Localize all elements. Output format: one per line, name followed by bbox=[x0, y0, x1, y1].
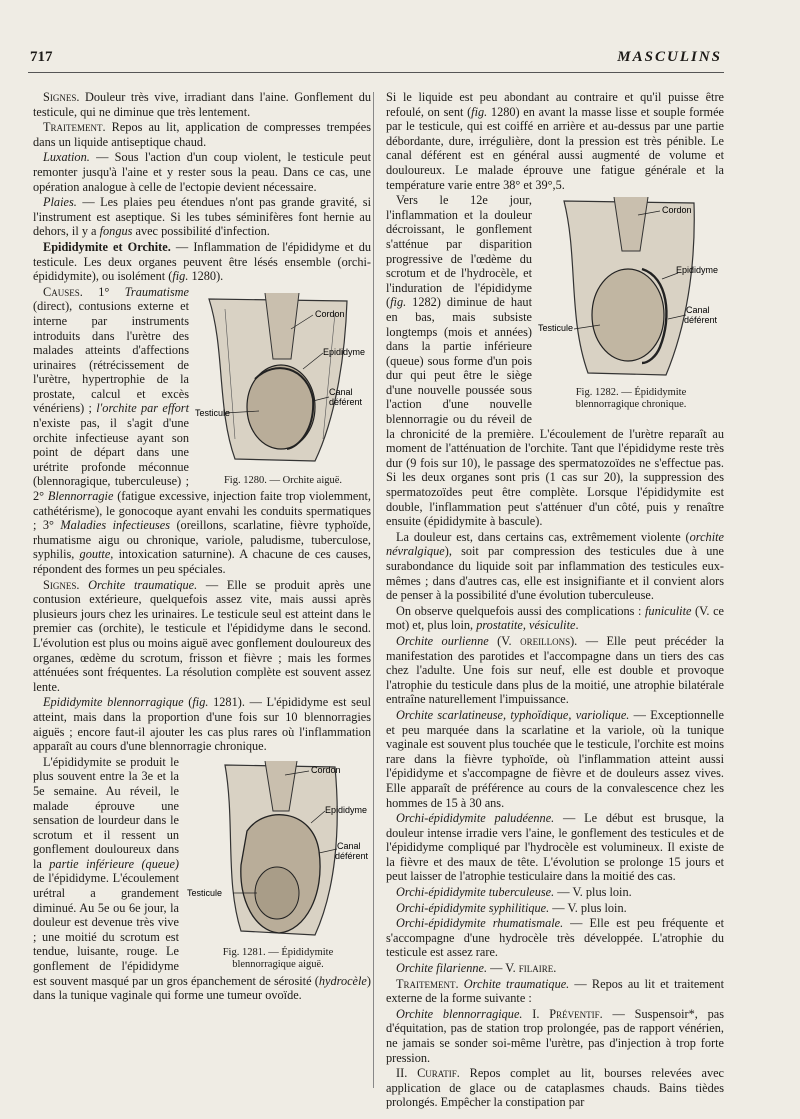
label-deferent: déférent bbox=[329, 396, 363, 407]
paragraph: Vers le 12e jour, l'inflammation et la douleur décroissant, le gonflement s'atténue par disparition progressive de l'œdème du scrotum et de l'hydrocèle, et l'induration de l'épididyme (fig. 1282) diminue de haut en bas, mais subsiste longtemps (mois et années) dans la partie inférieure (queue) sous forme d'un pois dur qui peut être le siège d'une nouvelle poussée sous l'action d'une nouvelle blennorragie ou du réveil de la chronicité de la première. L'écoulement de l'urètre reparaît au moment de l'atténuation de l'orchite. Tant que l'épididyme reste très dur (9 fois sur 10), le passage des spermatozoïdes ne s'effectue pas. Si les deux organes sont pris (1 cas sur 20), la suppression des spermatozoïdes peut être complète. Lorsque l'épididymite est double, l'inflammation peut s'atténuer d'un côté, puis y renaître ensuite (épididymite à bascule). bbox=[386, 193, 724, 529]
paragraph: L'épididymite se produit le plus souvent entre la 3e et la 5e semaine. Au réveil, le malade éprouve une sensation de lourdeur dans le scrotum et il ressent un gonflement douloureux dans la partie inférieure (queue) de l'épididyme. L'écoulement urétral a grandement diminué. Au 5e ou 6e jour, la douleur est devenue très vive ; une moitié du scrotum est tendue, luisante, rouge. Le gonflement de l'épididyme est souvent masqué par un gros épanchement de sérosité (hydrocèle) dans la tunique vaginale qui forme une tumeur ovoïde. bbox=[33, 754, 371, 1003]
left-column bbox=[33, 90, 371, 1004]
paragraph: Orchi-épididymite rhumatismale. — Elle est peu fréquente et s'accompagne d'une hydrocèle très développée. L'atrophie du testicule est assez rare. bbox=[386, 916, 724, 960]
figure-caption: Fig. 1280. — Orchite aiguë. bbox=[223, 474, 343, 486]
label-epididyme: Epididyme bbox=[323, 346, 366, 357]
label-deferent: déférent bbox=[684, 315, 718, 326]
figure-caption: Fig. 1282. — Épididymite blennorragique chronique. bbox=[575, 387, 687, 411]
label-canal: Canal bbox=[329, 386, 353, 397]
label-canal: Canal bbox=[337, 840, 361, 851]
paragraph: Orchi-épididymite paludéenne. — Le début est brusque, la douleur intense irradie vers l'aine, le gonflement des testicules et de l'épididyme compliqué par l'hydrocèle est volumineux. Il existe de la fièvre et des maux de tête. L'évolution se prolonge 15 jours et peut laisser de l'atrophie testiculaire dans la moitié des cas. bbox=[386, 811, 724, 884]
running-head: MASCULINS bbox=[617, 49, 722, 65]
paragraph: II. Curatif. Repos complet au lit, bourses relevées avec application de glace ou de cataplasmes chauds. Bains tièdes prolongés. Empêcher la constipation par bbox=[386, 1066, 725, 1110]
label-cordon: Cordon bbox=[315, 308, 345, 319]
figure-1280 bbox=[195, 289, 371, 487]
paragraph: Orchite scarlatineuse, typhoïdique, variolique. — Exceptionnelle et peu marquée dans la scarlatine et la variole, où la tunique vaginale est souvent plus touchée que le testicule, l'orchite est moins rare dans la fièvre typhoïde, où l'inflammation atteint aussi l'épididyme et s'accompagne de fièvre et de douleurs assez vives. Elle apparaît de préférence au cours de la convalescence chez les hommes de 15 à 30 ans. bbox=[386, 707, 724, 810]
paragraph: Epididymite blennorragique (fig. 1281). — L'épididyme est seul atteint, mais dans la proportion d'une fois sur 10 blennorragies aiguës ; encore faut-il ajouter les cas plus rares où l'inflammation apparaît au cours d'une blennorragie chronique. bbox=[33, 695, 371, 754]
paragraph: Signes. Orchite traumatique. — Elle se produit après une contusion extérieure, quelquefois assez vite, mais aussi après plusieurs jours chez les urinaires. Le testicule seul est atteint dans le premier cas (orchite), le testicule et l'épididyme dans le second. L'évolution est plus ou moins aiguë avec gonflement douloureux des organes, œdème du scrotum, frisson et fièvre ; mais les formes atténuées sont fréquentes. La résolution complète est souvent assez lente. bbox=[33, 577, 371, 694]
paragraph: Traitement. Orchite traumatique. — Repos au lit et traitement externe de la forme suivante : bbox=[386, 976, 724, 1006]
paragraph: Orchi-épididymite syphilitique. — V. plus loin. bbox=[396, 900, 627, 915]
label-epididyme: Epididyme bbox=[325, 804, 368, 815]
epididymite-chronique-illustration bbox=[538, 197, 724, 387]
label-testicule: Testicule bbox=[195, 407, 231, 418]
label-canal: Canal bbox=[686, 305, 710, 316]
paragraph: Si le liquide est peu abondant au contraire et qu'il puisse être refoulé, on sent (fig. 1280) en avant la masse lisse et souple formée par le testicule, qui est coiffé en arrière et au-dessus par une partie débordante, dure, irrégulière, dont la pression est très pénible. Le canal déférent est en général aussi augmenté de volume et douloureux. Le malade éprouve une fatigue générale et la température varie entre 38° et 39°,5. bbox=[386, 90, 724, 192]
right-column bbox=[386, 90, 724, 1111]
figure-1281 bbox=[185, 761, 371, 971]
section-heading-paragraph: Epididymite et Orchite. — Inflammation de l'épididyme et du testicule. Les deux organes peuvent être lésés ensemble (orchi-épididymite), ou isolément (fig. 1280). bbox=[33, 239, 371, 284]
column-divider bbox=[373, 92, 374, 1088]
page-number: 717 bbox=[30, 49, 53, 65]
paragraph: Orchite blennorragique. I. Préventif. — Suspensoir*, pas d'équitation, pas de station trop prolongée, pas de rapport vénérien, ne jamais se sonder soi-même l'urètre, pas d'injection à trop forte pression. bbox=[386, 1006, 724, 1065]
label-epididyme: Epididyme bbox=[676, 265, 719, 276]
label-cordon: Cordon bbox=[311, 764, 341, 775]
paragraph: Orchite filarienne. — V. filaire. bbox=[396, 961, 557, 976]
header-rule bbox=[28, 72, 724, 73]
epididymite-aigue-illustration bbox=[185, 761, 371, 947]
paragraph: Luxation. — Sous l'action d'un coup violent, le testicule peut remonter jusqu'à l'aine et y rester sous la peau. Dans ce cas, une opération analogue à celle de l'ectopie devient nécessaire. bbox=[33, 150, 371, 194]
paragraph: Plaies. — Les plaies peu étendues n'ont pas grande gravité, si l'instrument est aseptique. Si les tubes séminifères font hernie au dehors, il y a fongus avec possibilité d'infection. bbox=[33, 195, 371, 239]
label-cordon: Cordon bbox=[662, 205, 692, 216]
label-testicule: Testicule bbox=[538, 323, 574, 334]
figure-caption: Fig. 1281. — Épididymite blennorragique aiguë. bbox=[222, 946, 334, 970]
label-deferent: déférent bbox=[335, 850, 369, 861]
paragraph: Orchi-épididymite tuberculeuse. — V. plus loin. bbox=[396, 885, 632, 900]
figure-1282 bbox=[538, 197, 724, 411]
orchite-aigue-illustration bbox=[195, 289, 371, 475]
paragraph: Traitement. Repos au lit, application de compresses trempées dans un liquide antiseptique chaud. bbox=[33, 120, 371, 149]
paragraph: Orchite ourlienne (V. oreillons). — Elle peut précéder la manifestation des parotides et l'accompagne dans un tiers des cas chez l'adulte. Une fois sur neuf, elle est double et provoque l'atrophie du testicule dans plus de la moitié, une atrophie bilatérale entraîne naturellement l'impuissance. bbox=[386, 633, 724, 707]
paragraph: On observe quelquefois aussi des complications : funiculite (V. ce mot) et, plus loin, prostatite, vésiculite. bbox=[386, 603, 724, 633]
paragraph: Signes. Douleur très vive, irradiant dans l'aine. Gonflement du testicule, qui ne diminue que très lentement. bbox=[33, 90, 371, 119]
paragraph: Causes. 1° Traumatisme (direct), contusions externe et interne par instruments introduits dans l'urètre des malades atteints d'affections urinaires (rétrécissement de l'urètre, hypertrophie de la prostate, calcul et excès vénériens) ; l'orchite par effort n'existe pas, il s'agit d'une orchite infectieuse ayant son point de départ dans une urétrite profonde méconnue (blennoragique, tuberculeuse) ; 2° Blennorragie (fatigue excessive, injection faite trop violemment, cathétérisme), le gonocoque ayant envahi les conduits spermatiques ; 3° Maladies infectieuses (oreillons, scarlatine, fièvre typhoïde, rhumatisme aigu ou chronique, variole, paludisme, tuberculose, syphilis, goutte, intoxication saturnine). A chacune de ces causes, répondent des formes un peu spéciales. bbox=[33, 284, 371, 576]
label-testicule: Testicule bbox=[187, 887, 223, 898]
paragraph: La douleur est, dans certains cas, extrêmement violente (orchite névralgique), soit par compression des testicules due à une surabondance du liquide soit par inflammation des testicules eux-mêmes ; dans d'autres cas, elle est insignifiante et il convient alors de penser à la possibilité d'une évolution tuberculeuse. bbox=[386, 529, 724, 603]
